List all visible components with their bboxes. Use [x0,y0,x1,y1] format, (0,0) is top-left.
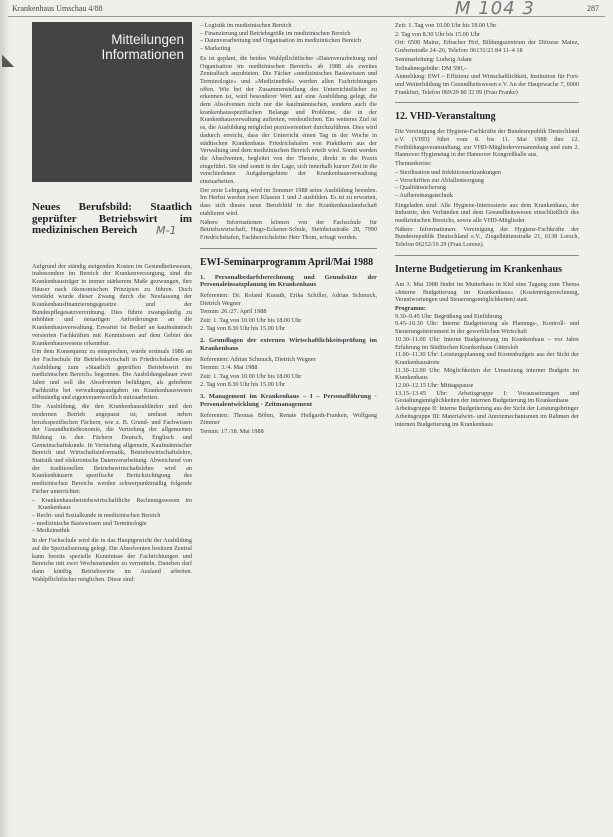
list-item: – Datenverarbeitung und Organisation im medizinischen Bereich [200,37,377,45]
list-item: – Finanzierung und Betriebsgröße im medizinischen Bereich [200,30,377,38]
section-divider [200,248,377,249]
scan-edge-shadow [0,0,10,837]
list-item: – Krankenhausbetriebswirtschaftliche Rechnungswesen im Krankenhaus [32,497,192,512]
paragraph: Die Ausbildung, die den Krankenhausabläufen und den modernen Betrieb angepasst ist, umfasst neben berufsspezifischen Fächern, wie z. B. Grund- und Fachwissen der Gesundheitsökonomie, die Vertiefung der allgemeinen Bildung in den Fächern Deutsch, Englisch und Gemeinschaftskunde. In Vertiefung allgemein, Kaufmännischer Bereich und Wirtschaftsinformatik, Betriebswirtschaftslehre, Statistik und elektronische Datenverarbeitung. Abweichend von der traditionellen Betriebswirtschaftslehre wird an Krankenhäusern spezifische Berücksichtigung des medizinischen Bereichs werden schwerpunktmäßig folgende Fächer unterrichtet: [32,403,192,495]
header-rule [8,16,605,17]
banner-line-2: Informationen [101,47,184,62]
section-divider [395,255,579,256]
seminar-heading: 1. Personalbedarfsberechnung und Grundsätze der Personaleinsatzplanung im Krankenhaus [200,273,377,289]
list-item: – Vorschriften zur Abfallentsorgung [395,177,579,185]
seminar-referenten: Referenten: Dr. Roland Kunath, Erika Schiller, Adrian Schmuck, Dietrich Wegner [200,291,377,307]
program-item: 9.30–9.45 Uhr: Begrüßung und Einführung [395,312,503,320]
handwritten-archive-note: M 104 3 [455,0,535,19]
handwritten-mark: M-1 [156,224,177,237]
paragraph: Aufgrund der ständig steigenden Kosten im Gesundheitswesen, insbesondere im Bereich der Krankenversorgung, sind die Krankenhausträger in immer stärkerem Maße gezwungen, ihre Häuser nach ökonomischen Prinzipien zu führen. Doch verstärkt wurde dieser Zwang durch die Neufassung der Krankenhausfinanzierungsgesetze und der Bundespflegesatzverordnung. Dies führte zwangsläufig zu erhöhten und neuartigen Anforderungen an die Krankenhausverwaltung. Erwartet ist Bedarf an kaufmännisch versierten Fachkräften mit Kenntnissen auf dem Gebiet des Krankenhauswesens erkennbar. [32,262,192,347]
paragraph: Um dem Konsequenz zu entsprechen, wurde erstmals 1986 an der Fachschule für Betriebswirtschaft in Friedrichshafen eine Ausbildung zum »Staatlich geprüften Betriebswirt im medizinischen Bereich« begonnen. Die Ausbildungsdauer zwei Jahre und soll die Absolventen befähigen, als gehobene Fachkräfte bei verwaltungsaufgaben im Krankenhauswesen selbständig und eigenverantwortlich mitzuarbeiten. [32,348,192,402]
seminar-referenten: Referenten: Thomas Böhm, Renate Heilgardt-Franken, Wolfgang Zimmer [200,411,377,427]
paragraph: Nähere Informationen können von der Fachschule für Betriebswirtschaft, Hugo-Eckener-Schule, Steinbeisstraße 28, 7990 Friedrichshafen, Fachbereichsleiter Herr Thom, erfragt werden. [200,218,377,241]
article-title-betriebswirt: Neues Berufsbild: Staatlich geprüfter Betriebswirt im medizinischen Bereich [32,201,192,236]
subject-list [32,497,192,536]
list-item: – Recht- und Sozialkunde in medizinischen Bereich [32,512,192,520]
list-item: – Qualitätssicherung [395,184,579,192]
program-item: 11.00–11.30 Uhr: Leistungsplanung und Kostenbudgets aus der Sicht der Krankenhausärzte [395,351,579,366]
program-item: Arbeitsgruppe III: Materialwirt- und Anreizmechanismen im Rahmen der internen Budgetierung im Krankenhaus [395,412,579,428]
vhd-title: 12. VHD-Veranstaltung [395,111,496,123]
paragraph: Themenkreise: [395,160,432,168]
seminar-gebuehr: Teilnahmegebühr: DM 590,– [395,64,467,72]
seminar-program-title: EWI-Seminarprogramm April/Mai 1988 [200,256,374,268]
list-item: – Aufbereitungstechnik [395,192,579,200]
seminar-referenten: Referenten: Adrian Schmuck, Dietrich Wegner [200,355,316,363]
paragraph: Die Vereinigung der Hygiene-Fachkräfte der Bundesrepublik Deutschland e.V. (VHD) führt vom 8. bis 11. Mai 1988 ihre 12. Fortbildungsveranstaltung, zur VHD-Mitgliederversammlung und zum 2. Hannover Hygienetag in der Hannover Kongreßhalle aus. [395,128,579,159]
list-item: – medizinische Basiswissen und Terminologie [32,520,192,528]
program-list [395,305,579,428]
list-item: – Marketing [200,45,377,53]
banner-line-1: Mitteilungen [111,32,184,47]
paragraph: Eingeladen sind: Alle Hygiene-Interessierte aus dem Krankenhaus, der Industrie, den Verbänden und dem Gesundheitswesen einschließlich des medizinischen Bereichs, sowie alle VHD-Mitglieder. [395,201,579,225]
seminar-zeit: Zeit: 1. Tag von 10.00 Uhr bis 18.00 Uhr [200,372,302,380]
list-item: – Medizinethik [32,527,192,535]
seminar-zeit: 2. Tag von 8.30 Uhr bis 15.00 Uhr [200,380,286,388]
column-3 [395,22,579,428]
paragraph: Nähere Informationen: Vereinigung der Hygiene-Fachkräfte der Bundesrepublik Deutschland e.V., Ziegelhüttenstraße 21, 6138 Lorsch, Telefon 06252/16 29 (Frau Lorenz). [395,225,579,249]
paragraph: Der erste Lehrgang wird im Sommer 1988 seine Ausbildung beenden. Im Herbst werden zwei Klassen 1 und 2 ausbilden. Es ist zu erwarten, dass sich dieses neue Berufsbild in der Krankenhauslandschaft etablieren wird. [200,186,377,217]
program-item: 10.30–11.00 Uhr: Interne Budgetierung im Krankenhaus – vor Jahre Erfahrung im Städtischen Krankenhaus Gütersloh [395,335,579,351]
seminar-zeit: 2. Tag von 8.30 Uhr bis 15.00 Uhr [395,30,481,38]
program-label: Programm: [395,304,426,312]
seminar-zeit: Zeit: 1. Tag von 10.00 Uhr bis 18.00 Uhr [395,22,497,29]
seminar-anmeldung: Anmeldung: EWI – Effizienz und Wirtschaftlichkeit, Institution für Fort- und Weiterbildung im Gesundheitswesen e.V. An der Hauptwache 7, 6000 Frankfurt, Telefon 069/29 80 32 99 (Frau Franke) [395,73,579,96]
paragraph: Es ist geplant, die beiden Wahlpflichtfächer »Datenverarbeitung und Organisation im medizinischen Bereich« ab 1988 als zweites Zentralfach anzubieten. Die Fächer »medizinisches Basiswissen und Terminologie« und »Medizinethik« werden allen Fachrichtungen offen. Wie bei der Zusammenstellung des Unterrichtsfächer zu erkennen ist, wird besonderer Wert auf eine Ausbildung gelegt, die dem Absolventen nicht nur die kaufmännischen, sondern auch die krankenhausspezifischen Belange und Probleme, die in der Krankenhausverwaltung auftreten, verdeutlichen. Ein weiteres Ziel ist es, die Ausbildung möglichst praxisorientiert durchzuführen. Dies wird dadurch erreicht, dass der Unterricht einen Tag in der Woche in städtischen Krankenhaus Friedrichshafen von Praktikern aus der Verwaltung und dem medizinischen Bereich erteilt wird. Somit werden die Absolventen, begleitet von der Theorie, direkt in die Praxis eingeführt. Sie sind somit in der Lage, sich innerhalb kurzer Zeit in die verschiedenen Aufgabengebiete der Krankenhausverwaltung einzuarbeiten. [200,54,377,186]
section-banner [32,22,192,182]
seminar-heading: 3. Management im Krankenhaus – I – Personalführung · Personalentwicklung · Zeitmanagement [200,393,377,408]
budget-title: Interne Budgetierung im Krankenhaus [395,263,562,275]
program-item: 11.30–12.00 Uhr: Möglichkeiten der Umsetzung interner Budgets im Krankenhaus [395,366,579,382]
paragraph: In der Fachschule wird die in das Hauptgewicht der Ausbildung auf die Spezialisierung gelegt. Die Absolventen besitzen Zentral kann bereits spezielle Kenntnisse der Fachrichtungen und Bereiche mit zwei Wochenstunden zu vermitteln. Daneben darf dann künftig Betriebswirte im Ausland arbeiten. Wahlpflichtfächer möglichen. Diese sind: [32,537,192,583]
seminar-termin: Termin: 3./4. Mai 1988 [200,364,258,372]
list-item: – Sterilisation und Infektionserkrankungen [395,169,579,177]
program-item: 13.15–13.45 Uhr: Arbeitsgruppe I: Voraussetzungen und Gestaltungsmöglichkeiten der internen Budgetierung im Krankenhaus [395,389,579,405]
program-item: 12.00–12.15 Uhr: Mittagspause [395,382,474,390]
program-item: 9.45–10.30 Uhr: Interne Budgetierung als Planungs-, Kontroll- und Steuerungsinstrument in der gewerblichen Wirtschaft [395,320,579,336]
page-number: 287 [587,4,599,13]
seminar-zeit: 2. Tag von 8.30 Uhr bis 15.00 Uhr [200,324,286,332]
column-1 [32,22,192,584]
column-2 [200,22,377,436]
seminar-termin: Termin: 26./27. April 1988 [200,308,267,316]
elective-list [200,22,377,53]
running-header: Krankenhaus Umschau 4/88 [12,4,103,13]
seminar-heading: 2. Grundlagen der externen Wirtschaftlichkeitsprüfung im Krankenhaus [200,337,377,352]
section-divider [395,102,579,103]
corner-mark: ◣ [2,52,15,69]
seminar-zeit: Zeit: 1. Tag von 10.00 Uhr bis 18.00 Uhr [200,316,302,324]
seminar-ort: Ort: 6500 Mainz, Erbacher Hof, Bildungszentrum der Diözese Mainz, Grebenstraße 24–26, Telefon: 06131/23 84 11–4 18 [395,39,579,55]
paragraph: Am 3. Mai 1988 findet im Mutterhaus in Kiel eine Tagung zum Thema »Interne Budgetierung im Krankenhaus« (Kostenträgerrechnung, Verantwortungen und Steuerungsmöglichkeiten) statt. [395,280,579,304]
seminar-termin: Termin: 17./18. Mai 1988 [200,427,264,435]
list-item: – Logistik im medizinischen Bereich [200,22,377,30]
topic-list [395,169,579,200]
program-item: Arbeitsgruppe II: Interne Budgetierung aus der Sicht der Leistungsbringer [395,405,579,413]
seminar-leitung: Seminarleitung: Ludwig Adam [395,55,472,63]
